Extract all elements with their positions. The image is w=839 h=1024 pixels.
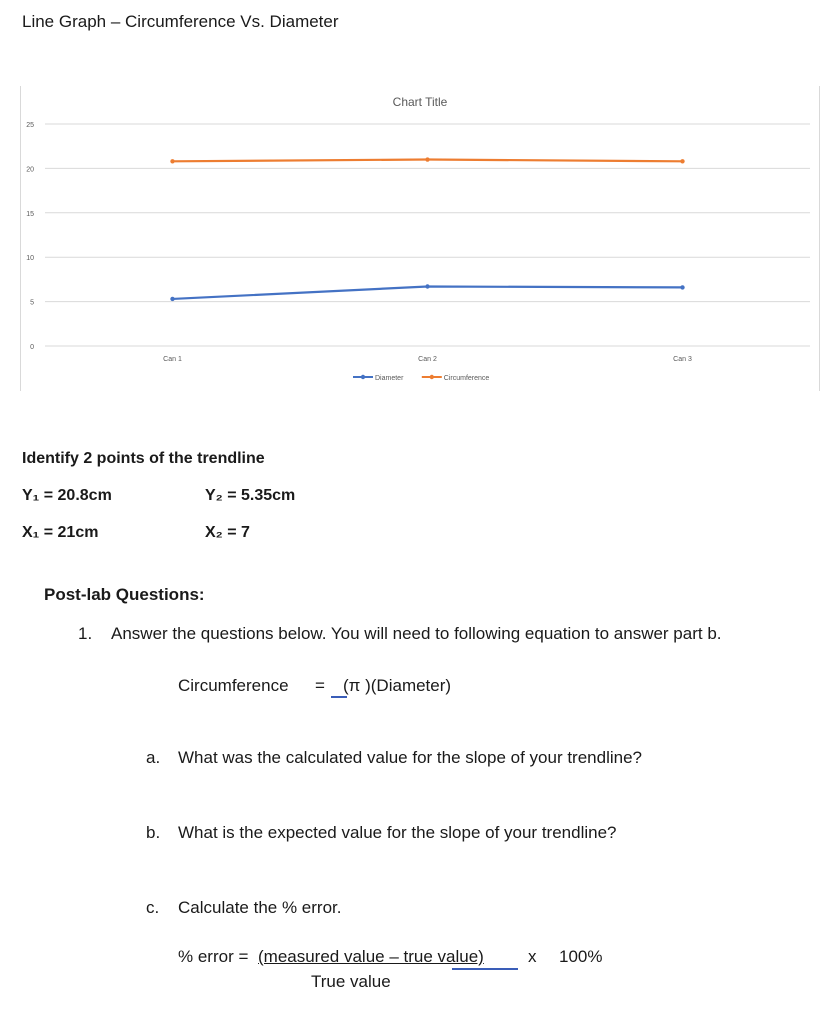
legend-label: Circumference	[443, 375, 490, 382]
equation-label: Circumference	[178, 676, 289, 695]
question-1-number: 1.	[78, 624, 93, 643]
chart-title: Chart Title	[392, 95, 448, 109]
question-b-text: What is the expected value for the slope of your trendline?	[178, 823, 617, 842]
data-point-circumference	[680, 159, 684, 163]
y-tick-label: 15	[26, 210, 34, 218]
equation-rest: (π )(Diameter)	[343, 676, 452, 695]
y-tick-label: 20	[26, 166, 34, 174]
y-tick-label: 5	[30, 299, 34, 307]
percent-error-underline	[452, 968, 518, 970]
percent-error-label: % error =	[178, 947, 249, 966]
question-a-text: What was the calculated value for the slope of your trendline?	[178, 748, 642, 767]
data-point-circumference	[170, 159, 174, 163]
data-point-circumference	[425, 157, 429, 161]
x-tick-label: Can 1	[163, 356, 182, 363]
line-chart	[20, 86, 820, 391]
postlab-heading: Post-lab Questions:	[44, 585, 205, 604]
y-tick-label: 10	[26, 255, 34, 263]
question-c-label: c.	[146, 898, 160, 917]
point-y1: Y₁ = 20.8cm	[22, 487, 112, 504]
point-x2: X₂ = 7	[205, 524, 250, 541]
trendline-heading: Identify 2 points of the trendline	[22, 450, 265, 467]
equation-equals: =	[315, 676, 325, 695]
point-x1: X₁ = 21cm	[22, 524, 99, 541]
data-point-diameter	[425, 284, 429, 288]
legend-swatch-marker	[430, 375, 434, 379]
question-a-label: a.	[146, 748, 161, 767]
percent-error-numerator: (measured value – true value)	[258, 947, 484, 966]
percent-error-denominator: True value	[311, 972, 391, 991]
x-tick-label: Can 3	[673, 356, 692, 363]
y-tick-label: 0	[30, 344, 34, 351]
question-b-label: b.	[146, 823, 161, 842]
page-title: Line Graph – Circumference Vs. Diameter	[22, 12, 339, 31]
x-tick-label: Can 2	[418, 356, 437, 363]
data-point-diameter	[680, 285, 684, 289]
percent-error-100: 100%	[559, 947, 603, 966]
question-c-text: Calculate the % error.	[178, 898, 342, 917]
point-y2: Y₂ = 5.35cm	[205, 487, 296, 504]
y-tick-label: 25	[26, 122, 34, 129]
data-point-diameter	[170, 297, 174, 301]
legend-swatch-marker	[361, 375, 365, 379]
question-1-text: Answer the questions below. You will need to following equation to answer part b.	[111, 624, 722, 643]
percent-error-times: x	[528, 947, 537, 966]
legend-label: Diameter	[375, 375, 404, 382]
